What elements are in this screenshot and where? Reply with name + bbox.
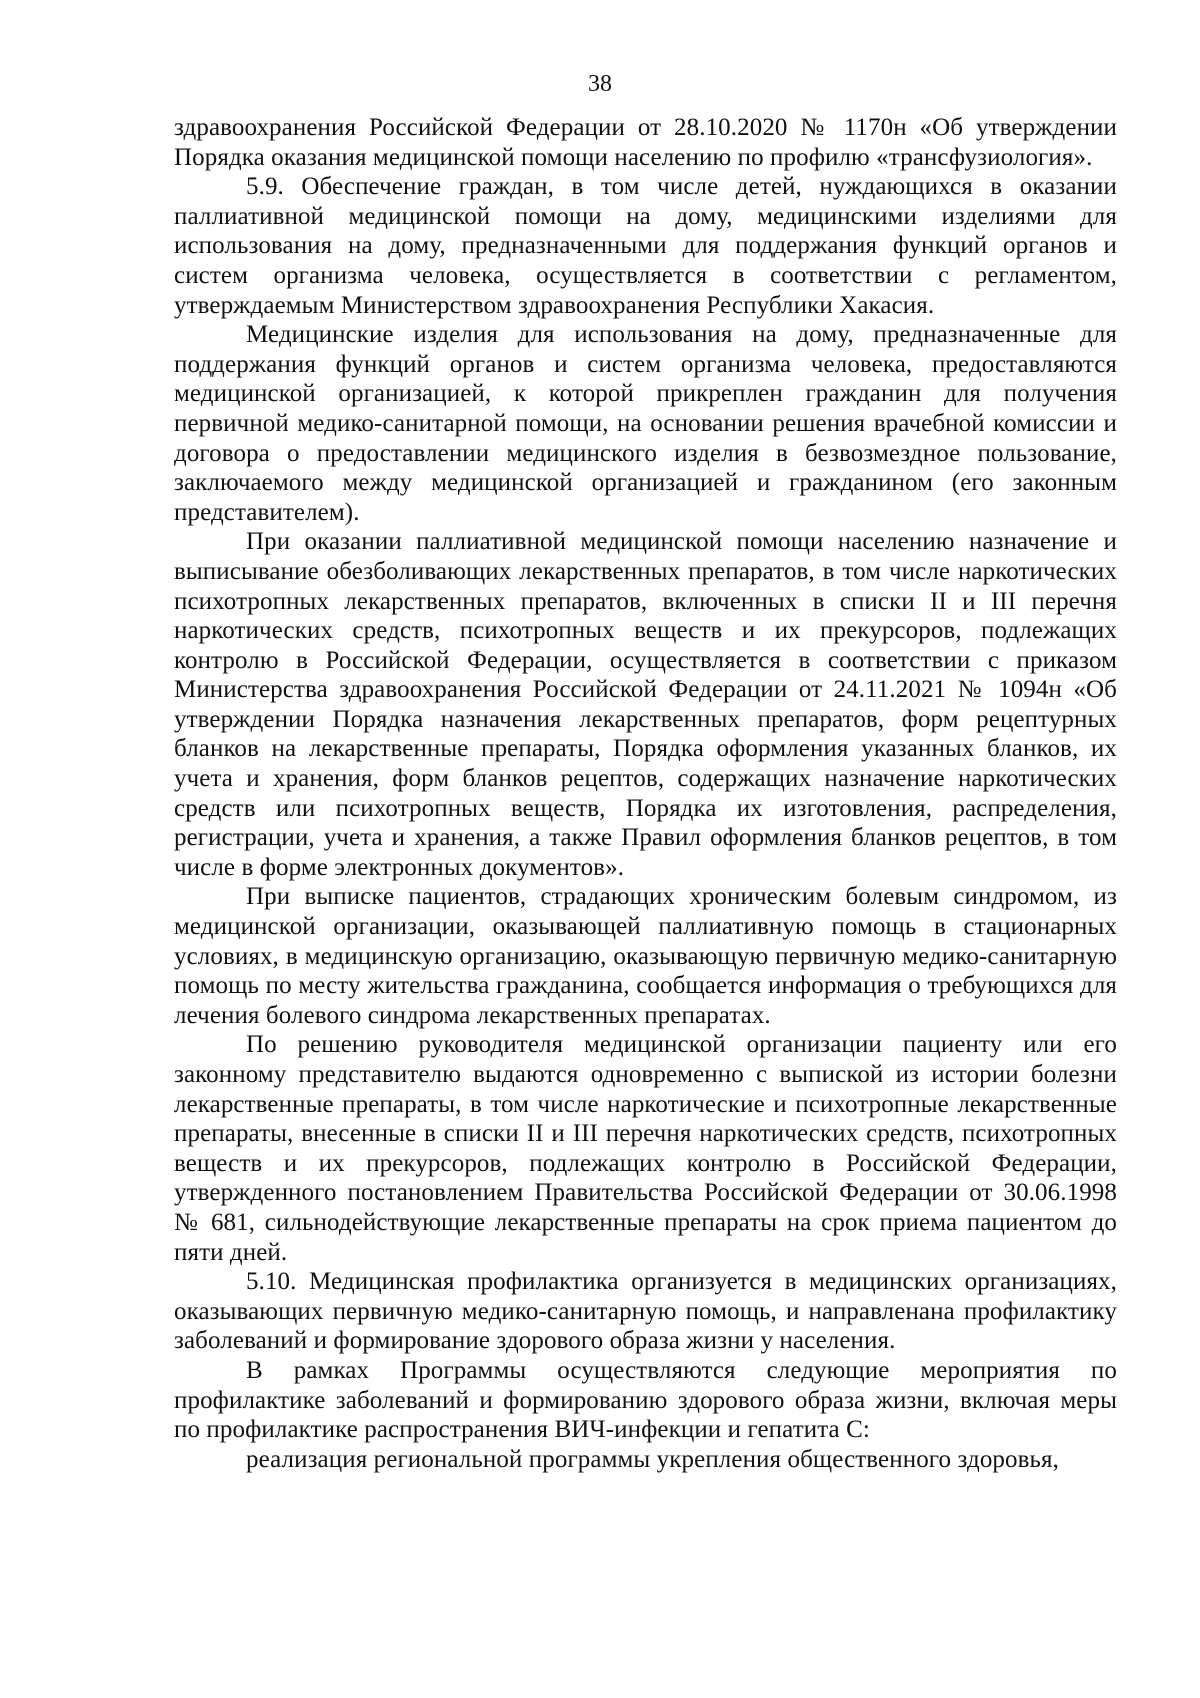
paragraph: 5.9. Обеспечение граждан, в том числе детей, нуждающихся в оказании паллиативной медицинской помощи на дому, медицинскими изделиями для использования на дому, предназначенными для поддержания функций органов и систем организма человека, осуществляется в соответствии с регламентом, утверждаемым Министерством здравоохранения Республики Хакасия. bbox=[174, 173, 1117, 319]
paragraph: здравоохранения Российской Федерации от 28.10.2020 № 1170н «Об утверждении Порядка оказания медицинской помощи населению по профилю «трансфузиология». bbox=[174, 114, 1117, 171]
paragraph: При выписке пациентов, страдающих хроническим болевым синдромом, из медицинской организации, оказывающей паллиативную помощь в стационарных условиях, в медицинскую организацию, оказывающую первичную медико-санитарную помощь по месту жительства гражданина, сообщается информация о требующихся для лечения болевого синдрома лекарственных препаратах. bbox=[174, 883, 1117, 1029]
paragraph: В рамках Программы осуществляются следующие мероприятия по профилактике заболеваний и формированию здорового образа жизни, включая меры по профилактике распространения ВИЧ-инфекции и гепатита С: bbox=[174, 1356, 1117, 1444]
paragraph: реализация региональной программы укрепления общественного здоровья, bbox=[246, 1445, 1059, 1473]
paragraph: При оказании паллиативной медицинской помощи населению назначение и выписывание обезболивающих лекарственных препаратов, в том числе наркотических психотропных лекарственных препаратов, включенных в списки II и III перечня наркотических средств, психотропных веществ и их прекурсоров, подлежащих контролю в Российской Федерации, осуществляется в соответствии с приказом Министерства здравоохранения Российской Федерации от 24.11.2021 № 1094н «Об утверждении Порядка назначения лекарственных препаратов, форм рецептурных бланков на лекарственные препараты, Порядка оформления указанных бланков, их учета и хранения, форм бланков рецептов, содержащих назначение наркотических средств или психотропных веществ, Порядка их изготовления, распределения, регистрации, учета и хранения, а также Правил оформления бланков рецептов, в том числе в форме электронных документов». bbox=[174, 528, 1117, 881]
page-number: 38 bbox=[588, 71, 612, 97]
paragraph: Медицинские изделия для использования на дому, предназначенные для поддержания функций органов и систем организма человека, предоставляются медицинской организацией, к которой прикреплен гражданин для получения первичной медико-санитарной помощи, на основании решения врачебной комиссии и договора о предоставлении медицинского изделия в безвозмездное пользование, заключаемого между медицинской организацией и гражданином (его законным представителем). bbox=[174, 321, 1117, 526]
paragraph: 5.10. Медицинская профилактика организуется в медицинских организациях, оказывающих первичную медико-санитарную помощь, и направленана профилактику заболеваний и формирование здорового образа жизни у населения. bbox=[174, 1268, 1117, 1355]
document-body bbox=[174, 113, 1117, 1474]
paragraph: По решению руководителя медицинской организации пациенту или его законному представителю выдаются одновременно с выпиской из истории болезни лекарственные препараты, в том числе наркотические и психотропные лекарственные препараты, внесенные в списки II и III перечня наркотических средств, психотропных веществ и их прекурсоров, подлежащих контролю в Российской Федерации, утвержденного постановлением Правительства Российской Федерации от 30.06.1998 № 681, сильнодействующие лекарственные препараты на срок приема пациентом до пяти дней. bbox=[174, 1031, 1117, 1266]
